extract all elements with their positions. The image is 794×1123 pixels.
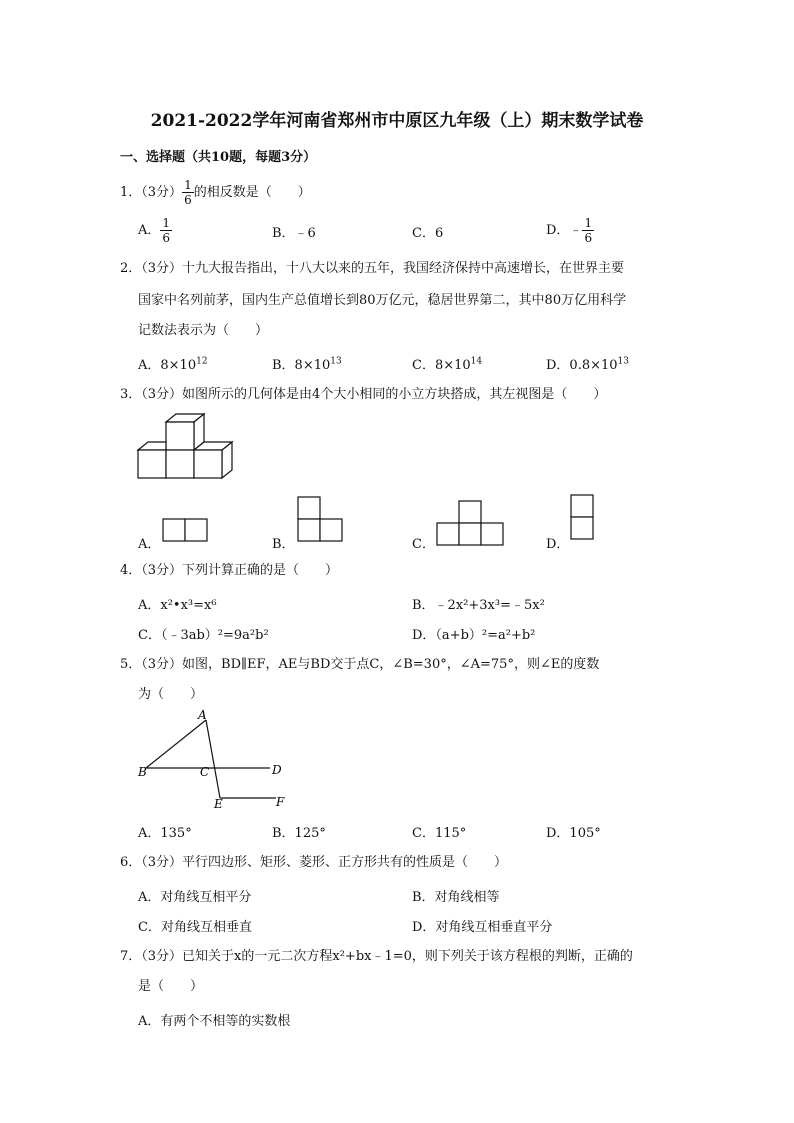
fraction-numerator: 1	[584, 216, 593, 230]
exponent: 13	[330, 356, 342, 367]
option-c-view	[436, 500, 508, 548]
fraction-denominator: 6	[584, 231, 593, 245]
question-5	[120, 656, 599, 674]
option-a-view	[162, 518, 212, 544]
option-a	[138, 216, 172, 245]
option-b: B．125°	[272, 826, 326, 841]
line-ab	[146, 720, 206, 768]
option-label: D．﹣	[546, 223, 583, 238]
question-7	[120, 948, 633, 966]
fraction-numerator: 1	[184, 178, 192, 192]
option-b: B．﹣6	[272, 226, 316, 241]
option-text: D．0.8×10	[546, 358, 618, 373]
question-2-line-3: 记数法表示为（ ）	[138, 323, 269, 338]
point-label-b: B	[138, 765, 147, 779]
option-d	[546, 216, 594, 245]
point-label-a: A	[198, 708, 207, 722]
cube-solid-figure	[130, 412, 240, 484]
question-number: 3．	[120, 387, 142, 402]
question-text: （3分）平行四边形、矩形、菱形、正方形共有的性质是（ ）	[141, 855, 508, 870]
question-text: （3分）十九大报告指出，十八大以来的五年，我国经济保持中高速增长，在世界主要	[141, 261, 625, 276]
option-c: C．6	[412, 226, 444, 241]
question-text: （3分）已知关于x的一元二次方程x²+bx﹣1=0，则下列关于该方程根的判断，正确的	[141, 949, 633, 964]
question-4	[120, 562, 338, 580]
option-a: A．135°	[138, 826, 192, 841]
option-d: D．对角线互相垂直平分	[412, 920, 553, 935]
option-c: C．115°	[412, 826, 467, 841]
option-a: A．x²•x³=x⁶	[138, 598, 217, 613]
question-5-line-2: 为（ ）	[138, 687, 204, 702]
option-d-view	[570, 494, 598, 544]
option-a: A．	[138, 537, 161, 552]
option-c: C．（﹣3ab）²=9a²b²	[138, 628, 269, 643]
fraction-denominator: 6	[184, 193, 192, 207]
exponent: 12	[196, 356, 208, 367]
cube-front-face	[166, 422, 194, 450]
question-text: （3分）如图，BD∥EF，AE与BD交于点C，∠B=30°，∠A=75°，则∠E的度数	[141, 657, 600, 672]
question-number: 6．	[120, 855, 142, 870]
option-c: C．对角线互相垂直	[138, 920, 252, 935]
option-a: A．有两个不相等的实数根	[138, 1014, 291, 1029]
question-2-line-2: 国家中名列前茅，国内生产总值增长到80万亿元，稳居世界第二，其中80万亿用科学	[138, 293, 627, 308]
line-ae	[206, 720, 220, 798]
option-a: A．对角线互相平分	[138, 890, 252, 905]
question-1	[120, 178, 311, 207]
point-label-d: D	[272, 763, 282, 777]
option-c: C．	[412, 537, 435, 552]
exponent: 13	[617, 356, 629, 367]
option-a	[138, 354, 208, 373]
exam-title: 2021-2022学年河南省郑州市中原区九年级（上）期末数学试卷	[150, 111, 644, 131]
exponent: 14	[470, 356, 483, 367]
option-text: C．8×10	[412, 358, 471, 373]
fraction-denominator: 6	[162, 231, 171, 245]
question-2	[120, 260, 624, 278]
parallel-lines-figure	[134, 706, 304, 810]
option-d: D．105°	[546, 826, 601, 841]
option-d: D．（a+b）²=a²+b²	[412, 628, 536, 643]
cube-front-face	[166, 450, 194, 478]
option-c	[412, 354, 482, 373]
question-6	[120, 854, 507, 872]
option-b: B．﹣2x²+3x³=﹣5x²	[412, 598, 545, 613]
point-label-e: E	[214, 797, 223, 811]
question-text: （3分）如图所示的几何体是由4个大小相同的小立方块搭成，其左视图是（ ）	[141, 387, 607, 402]
point-label-f: F	[276, 795, 285, 809]
fraction-numerator: 1	[162, 216, 171, 230]
question-3	[120, 386, 606, 404]
cube-front-face	[138, 450, 166, 478]
option-b-view	[297, 496, 347, 544]
cube-top-face	[138, 442, 166, 450]
question-number: 7．	[120, 949, 142, 964]
question-score: （3分）	[141, 185, 183, 200]
fraction	[182, 178, 194, 207]
question-7-line-2: 是（ ）	[138, 979, 204, 994]
point-label-c: C	[200, 765, 210, 779]
fraction	[582, 216, 594, 245]
cube-front-face	[194, 450, 222, 478]
option-text: B．8×10	[272, 358, 331, 373]
question-number: 4．	[120, 563, 142, 578]
question-text: （3分）下列计算正确的是（ ）	[141, 563, 339, 578]
section-heading: 一、选择题（共10题，每题3分）	[120, 150, 317, 165]
question-text: 的相反数是（ ）	[193, 185, 311, 200]
fraction	[160, 216, 172, 245]
option-text: A．8×10	[138, 358, 197, 373]
option-label: A．	[138, 223, 161, 238]
option-d: D．	[546, 537, 570, 552]
option-d	[546, 354, 629, 373]
question-number: 2．	[120, 261, 142, 276]
option-b	[272, 354, 342, 373]
question-number: 5．	[120, 657, 142, 672]
option-b: B．对角线相等	[412, 890, 500, 905]
question-number: 1．	[120, 185, 142, 200]
option-b: B．	[272, 537, 295, 552]
